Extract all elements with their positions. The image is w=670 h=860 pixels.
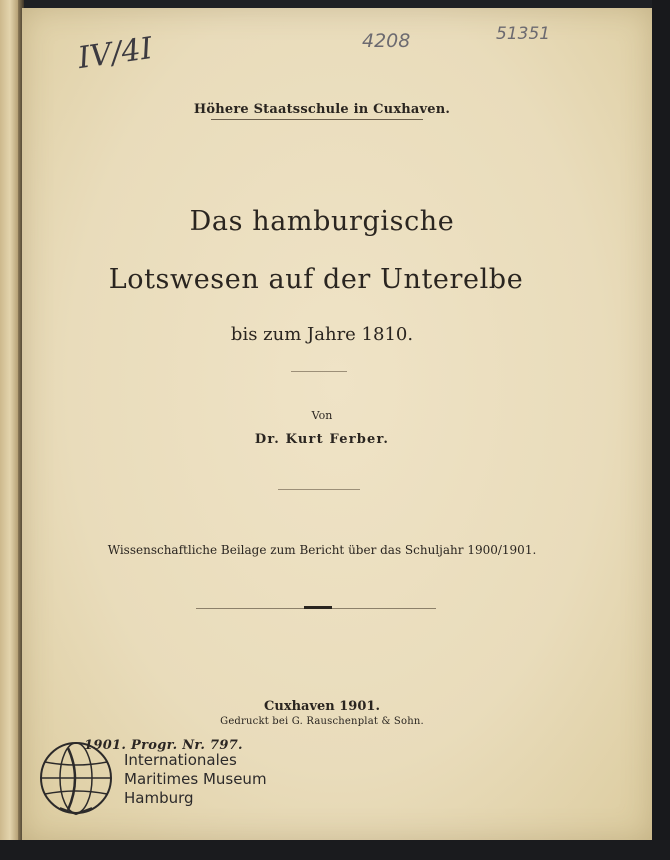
imprint-place-year: Cuxhaven 1901. — [264, 699, 380, 714]
title-line-1: Das hamburgische — [189, 206, 455, 237]
school-name: Höhere Staatsschule in Cuxhaven. — [193, 102, 451, 117]
by-label: Von — [311, 409, 333, 422]
museum-name-line-1: Internationales — [124, 751, 237, 769]
scan-background-right — [652, 0, 670, 860]
handwritten-shelfmark: IV/4I — [75, 30, 155, 77]
museum-name-line-3: Hamburg — [124, 789, 194, 807]
handwritten-number: 4208 — [362, 30, 411, 52]
museum-name-line-2: Maritimes Museum — [124, 770, 267, 788]
divider — [291, 371, 347, 372]
author-name: Dr. Kurt Ferber. — [254, 432, 390, 447]
imprint-printer: Gedruckt bei G. Rauschenplat & Sohn. — [220, 716, 424, 727]
subtitle: bis zum Jahre 1810. — [230, 324, 414, 345]
title-line-2: Lotswesen auf der Unterelbe — [108, 264, 524, 295]
supplement-note: Wissenschaftliche Beilage zum Bericht über das Schuljahr 1900/1901. — [107, 543, 537, 557]
scan-background-bottom — [0, 840, 670, 860]
program-stamp: 1901. Progr. Nr. 797. — [84, 738, 243, 753]
handwritten-inventory-number: 51351 — [496, 24, 551, 44]
school-underline — [211, 119, 423, 120]
divider — [278, 489, 360, 490]
ornamental-rule-center — [304, 606, 332, 609]
